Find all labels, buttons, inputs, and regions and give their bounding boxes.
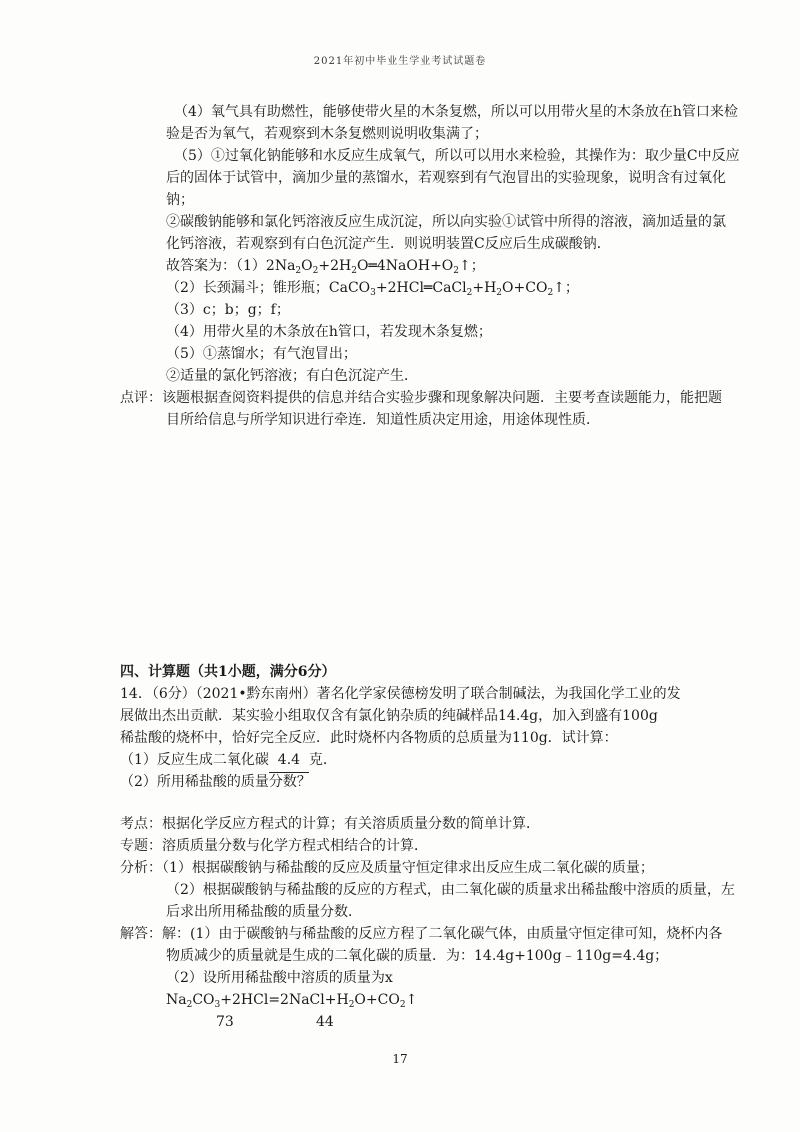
analysis-fenxi-1: 分析：（1）根据碳酸钠与稀盐酸的反应及质量守恒定律求出反应生成二氧化碳的质量； bbox=[120, 860, 654, 876]
answer-line-6b: 化钙溶液，若观察到有白色沉淀产生．则说明装置C反应后生成碳酸钠． bbox=[166, 236, 611, 252]
analysis-kaodian: 考点：根据化学反应方程式的计算；有关溶质质量分数的简单计算． bbox=[120, 816, 540, 832]
final-answer-3: （3）c；b；g；f； bbox=[166, 302, 290, 318]
answer-line-4b: 验是否为氧气，若观察到木条复燃则说明收集满了； bbox=[166, 126, 488, 142]
mass-44: 44 bbox=[316, 1014, 334, 1030]
equation: $Na_2CO_3+2HCl=2NaCl+H_2O+CO_2↑$ bbox=[166, 992, 418, 1010]
analysis-fenxi-2: （2）根据碳酸钠与稀盐酸的反应的方程式，由二氧化碳的质量求出稀盐酸中溶质的质量，左 bbox=[166, 882, 735, 898]
question-line-3: 稀盐酸的烧杯中，恰好完全反应．此时烧杯内各物质的总质量为110g．试计算： bbox=[120, 730, 618, 746]
section-title: 四、计算题（共1小题，满分6分） bbox=[120, 664, 336, 680]
final-answer-6: ②适量的氯化钙溶液；有白色沉淀产生． bbox=[166, 368, 418, 384]
final-answer-1: 故答案为：$(1)2Na_2O_2+2H_2O═4NaOH+O_2↑$； bbox=[166, 258, 485, 276]
answer-line-5a: （5）①过氧化钠能够和水反应生成氧气，所以可以用水来检验，其操作为：取少量C中反应 bbox=[174, 148, 740, 164]
answer-line-4a: （4）氧气具有助燃性，能够使带火星的木条复燃，所以可以用带火星的木条放在h管口来检 bbox=[174, 104, 738, 120]
analysis-jieda-3: （2）设所用稀盐酸中溶质的质量为x bbox=[166, 970, 393, 986]
answer-line-5c: 钠； bbox=[166, 192, 194, 208]
question-line-2: 展做出杰出贡献．某实验小组取仅含有氯化钠杂质的纯碱样品14.4g，加入到盛有100g bbox=[120, 708, 658, 724]
question-line-5: （2）所用稀盐酸的质量分数？ bbox=[120, 774, 311, 790]
final-answer-5: （5）①蒸馏水；有气泡冒出； bbox=[166, 346, 357, 362]
question-line-4: （1）反应生成二氧化碳 4.4 克． bbox=[120, 748, 337, 773]
page-number: 17 bbox=[392, 1052, 408, 1066]
analysis-jieda-1: 解答：解：(1）由于碳酸钠与稀盐酸的反应方程了二氧化碳气体，由质量守恒定律可知，烧杯内各 bbox=[120, 926, 723, 942]
review-line-a: 点评：该题根据查阅资料提供的信息并结合实验步骤和现象解决问题．主要考查读题能力，能把题 bbox=[120, 390, 722, 406]
page-header: 2021年初中毕业生学业考试试题卷 bbox=[313, 56, 487, 67]
answer-blank: 4.4 bbox=[269, 748, 309, 773]
question-line-1: 14．（6分）（2021•黔东南州）著名化学家侯德榜发明了联合制碱法，为我国化学工业的发 bbox=[120, 686, 681, 702]
final-answer-2: （2）长颈漏斗；锥形瓶；$CaCO_3+2HCl═CaCl_2+H_2O+CO_2↑$； bbox=[166, 280, 579, 298]
review-line-b: 目所给信息与所学知识进行牵连．知道性质决定用途，用途体现性质． bbox=[166, 412, 600, 428]
analysis-fenxi-3: 后求出所用稀盐酸的质量分数． bbox=[166, 904, 362, 920]
final-answer-4: （4）用带火星的木条放在h管口，若发现木条复燃； bbox=[166, 324, 492, 340]
answer-line-6a: ②碳酸钠能够和氯化钙溶液反应生成沉淀，所以向实验①试管中所得的溶液，滴加适量的氯 bbox=[166, 214, 726, 230]
analysis-zhuanti: 专题：溶质质量分数与化学方程式相结合的计算． bbox=[120, 838, 428, 854]
mass-73: 73 bbox=[216, 1014, 234, 1030]
analysis-jieda-2: 物质减少的质量就是生成的二氧化碳的质量．为：14.4g+100g﹣110g=4.4g； bbox=[166, 948, 669, 964]
answer-line-5b: 后的固体于试管中，滴加少量的蒸馏水，若观察到有气泡冒出的实验现象，说明含有过氧化 bbox=[166, 170, 726, 186]
